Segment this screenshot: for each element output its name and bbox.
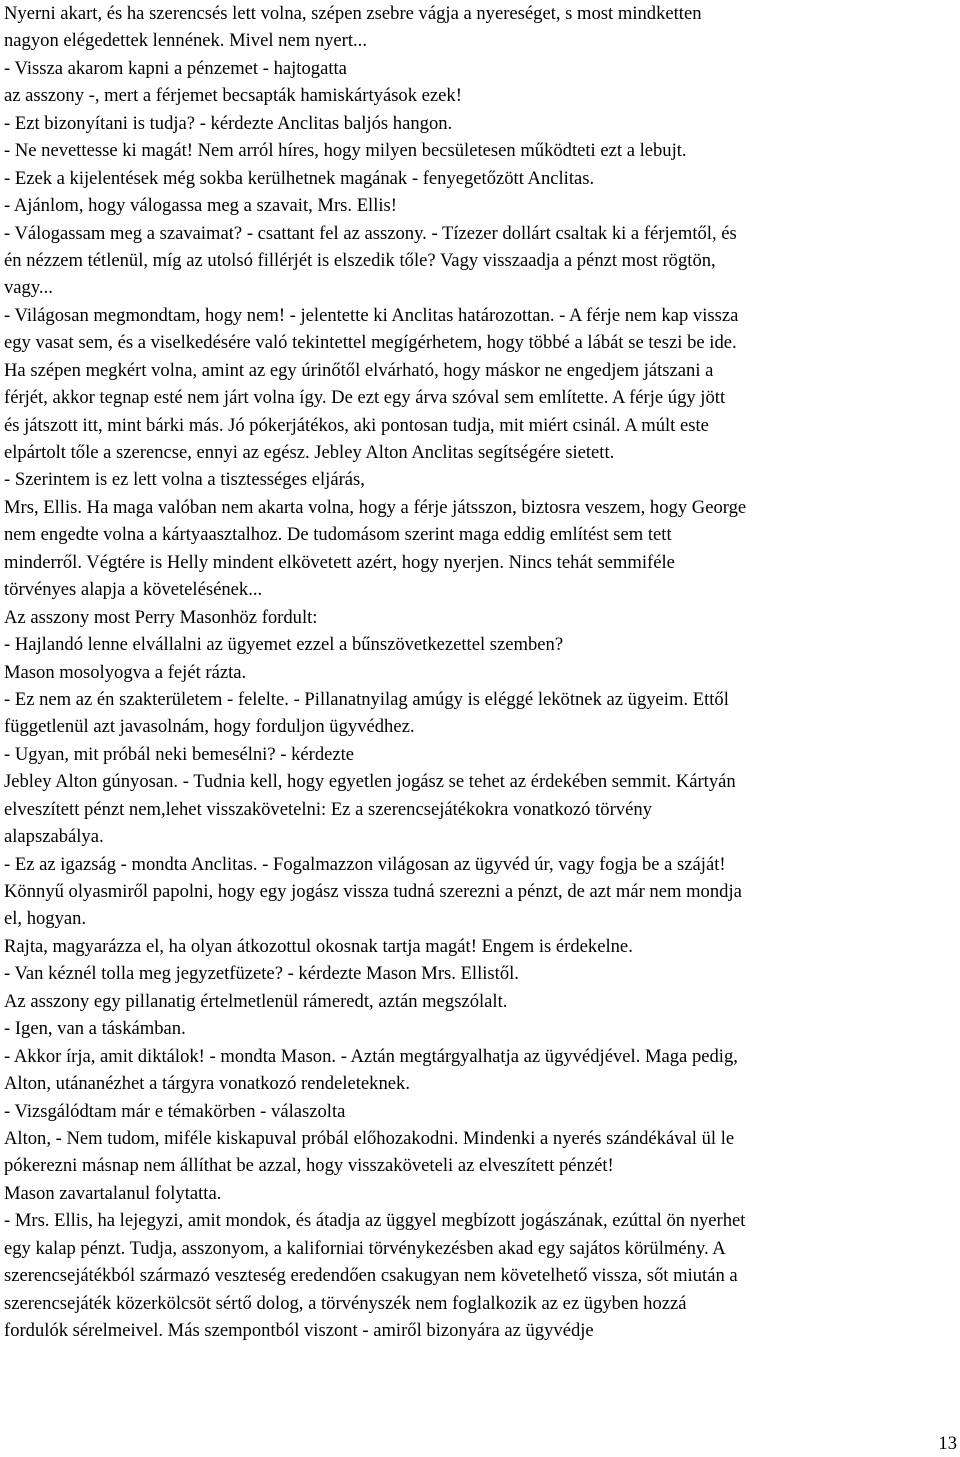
text-line: törvényes alapja a követelésének... bbox=[4, 579, 263, 601]
text-line: nagyon elégedettek lennének. Mivel nem nyert... bbox=[4, 30, 367, 52]
text-line: az asszony -, mert a férjemet becsapták hamiskártyások ezek! bbox=[4, 85, 462, 107]
text-line: - Ne nevettesse ki magát! Nem arról híres, hogy milyen becsületesen működteti ezt a lebujt. bbox=[4, 140, 687, 162]
text-line: Könnyű olyasmiről papolni, hogy egy jogász vissza tudná szerezni a pénzt, de azt már nem mondja bbox=[4, 881, 742, 902]
text-line: - Mrs. Ellis, ha lejegyzi, amit mondok, és átadja az üggyel megbízott jogászának, ezúttal ön nyerhet bbox=[4, 1210, 746, 1232]
text-line: - Vizsgálódtam már e témakörben - válaszolta bbox=[4, 1100, 346, 1122]
text-line: - Hajlandó lenne elvállalni az ügyemet ezzel a bűnszövetkezettel szemben? bbox=[4, 634, 564, 656]
text-line: én nézzem tétlenül, míg az utolsó fillérjét is elszedik tőle? Vagy visszaadja a pénzt most rögtön, bbox=[4, 249, 716, 271]
text-line: Az asszony egy pillanatig értelmetlenül rámeredt, aztán megszólalt. bbox=[4, 990, 508, 1012]
text-line: el, hogyan. bbox=[4, 908, 87, 930]
text-line: nem engedte volna a kártyaasztalhoz. De tudomásom szerint maga eddig említést sem tett bbox=[4, 524, 672, 546]
text-line: pókerezni másnap nem állíthat be azzal, hogy visszaköveteli az elveszített pénzét! bbox=[4, 1155, 614, 1177]
text-line: - Vissza akarom kapni a pénzemet - hajtogatta bbox=[4, 57, 347, 79]
text-line: - Akkor írja, amit diktálok! - mondta Mason. - Aztán megtárgyalhatja az ügyvédjével. Maga pedig, bbox=[4, 1045, 738, 1067]
text-line: Mason mosolyogva a fejét rázta. bbox=[4, 661, 247, 683]
text-line: Jebley Alton gúnyosan. - Tudnia kell, hogy egyetlen jogász se tehet az érdekében semmit. Kártyán bbox=[4, 771, 736, 793]
text-line: Mrs, Ellis. Ha maga valóban nem akarta volna, hogy a férje játsszon, biztosra veszem, hogy George bbox=[4, 496, 747, 518]
text-line: - Ajánlom, hogy válogassa meg a szavait, Mrs. Ellis! bbox=[4, 195, 397, 217]
text-line: - Világosan megmondtam, hogy nem! - jelentette ki Anclitas határozottan. - A férje nem kap vissza bbox=[4, 304, 739, 326]
text-line: - Válogassam meg a szavaimat? - csattant fel az asszony. - Tízezer dollárt csaltak ki a férjemtől, és bbox=[4, 222, 737, 244]
text-line: - Igen, van a táskámban. bbox=[4, 1018, 186, 1040]
text-line: - Ez nem az én szakterületem - felelte. - Pillanatnyilag amúgy is eléggé lekötnek az ügyeim. Ettől bbox=[4, 688, 729, 710]
text-line: és játszott itt, mint bárki más. Jó pókerjátékos, aki pontosan tudja, mit miért csinál. A múlt este bbox=[4, 414, 709, 436]
text-line: Mason zavartalanul folytatta. bbox=[4, 1182, 222, 1204]
text-line: elveszített pénzt nem,lehet visszakövetelni: Ez a szerencsejátékokra vonatkozó törvény bbox=[4, 798, 652, 820]
text-line: elpártolt tőle a szerencse, ennyi az egész. Jebley Alton Anclitas segítségére sietett. bbox=[4, 442, 615, 463]
text-line: minderről. Végtére is Helly mindent elkövetett azért, hogy nyerjen. Nincs tehát semmiféle bbox=[4, 551, 675, 573]
text-line: Alton, utánanézhet a tárgyra vonatkozó rendeleteknek. bbox=[4, 1073, 410, 1095]
text-line: fordulók sérelmeivel. Más szempontból viszont - amiről bizonyára az ügyvédje bbox=[4, 1320, 594, 1341]
text-line: Alton, - Nem tudom, miféle kiskapuval próbál előhozakodni. Mindenki a nyerés szándékával ül le bbox=[4, 1127, 735, 1149]
text-line: férjét, akkor tegnap esté nem járt volna így. De ezt egy árva szóval sem említette. A férje úgy jött bbox=[4, 387, 726, 409]
text-line: egy vasat sem, és a viselkedésére való tekintettel megígérhetem, hogy többé a lábát se teszi be ide. bbox=[4, 332, 737, 354]
text-line: szerencsejáték közerkölcsöt sértő dolog, a törvényszék nem foglalkozik az ez ügyben hozzá bbox=[4, 1292, 687, 1314]
page-number: 13 bbox=[938, 1433, 957, 1454]
text-line: - Ugyan, mit próbál neki bemesélni? - kérdezte bbox=[4, 743, 355, 765]
text-line: - Szerintem is ez lett volna a tisztességes eljárás, bbox=[4, 469, 365, 491]
text-line: Az asszony most Perry Masonhöz fordult: bbox=[4, 606, 318, 628]
text-line: alapszabálya. bbox=[4, 826, 104, 848]
text-line: - Ezt bizonyítani is tudja? - kérdezte Anclitas baljós hangon. bbox=[4, 112, 453, 134]
text-line: Nyerni akart, és ha szerencsés lett volna, szépen zsebre vágja a nyereséget, s most mindketten bbox=[4, 3, 702, 24]
text-line: - Van kéznél tolla meg jegyzetfüzete? - kérdezte Mason Mrs. Ellistől. bbox=[4, 963, 519, 985]
text-line: Rajta, magyarázza el, ha olyan átkozottul okosnak tartja magát! Engem is érdekelne. bbox=[4, 935, 633, 957]
text-line: - Ezek a kijelentések még sokba kerülhetnek magának - fenyegetőzött Anclitas. bbox=[4, 167, 595, 189]
text-line: Ha szépen megkért volna, amint az egy úrinőtől elvárható, hogy máskor ne engedjem játszani a bbox=[4, 359, 714, 381]
text-line: egy kalap pénzt. Tudja, asszonyom, a kaliforniai törvénykezésben akad egy sajátos körülmény. A bbox=[4, 1237, 726, 1259]
text-line: függetlenül azt javasolnám, hogy forduljon ügyvédhez. bbox=[4, 716, 415, 738]
body-text bbox=[4, 0, 960, 1344]
text-line: - Ez az igazság - mondta Anclitas. - Fogalmazzon világosan az ügyvéd úr, vagy fogja be a száját! bbox=[4, 853, 726, 875]
text-line: vagy... bbox=[4, 277, 53, 299]
text-line: szerencsejátékból származó veszteség eredendően csakugyan nem követelhető vissza, sőt miután a bbox=[4, 1265, 738, 1287]
